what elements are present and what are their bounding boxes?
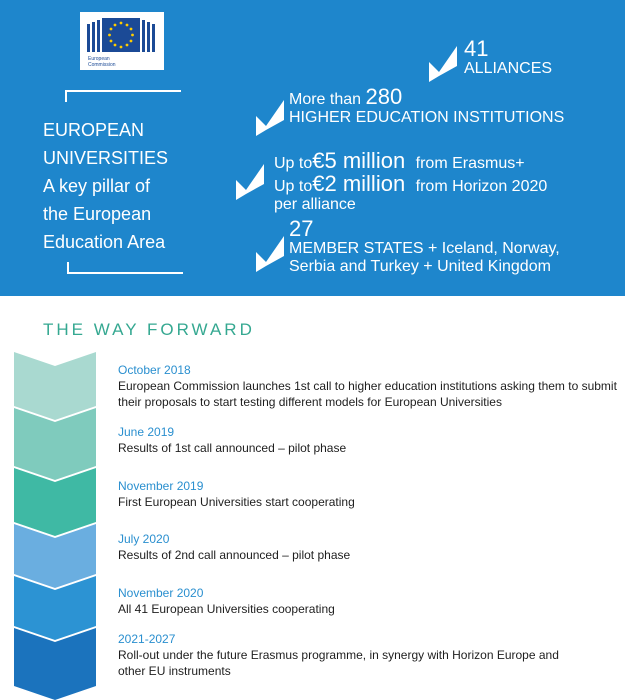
institutions-label: HIGHER EDUCATION INSTITUTIONS bbox=[289, 109, 565, 126]
chevron-1 bbox=[14, 352, 96, 420]
timeline-date-2: June 2019 bbox=[118, 425, 175, 439]
funding-amount-1: €5 million bbox=[312, 148, 406, 173]
stat-member-states bbox=[289, 218, 560, 276]
timeline-desc-6: Roll-out under the future Erasmus programme, in synergy with Horizon Europe and other EU instruments bbox=[118, 648, 559, 678]
timeline-date-6: 2021-2027 bbox=[118, 632, 176, 646]
timeline-chevrons bbox=[14, 352, 96, 700]
logo-label bbox=[88, 57, 128, 68]
timeline-desc-2: Results of 1st call announced – pilot phase bbox=[118, 441, 347, 455]
funding-source-2: from Horizon 2020 bbox=[415, 178, 548, 195]
institutions-prefix: More than bbox=[289, 91, 362, 108]
title-line-4: the European bbox=[43, 204, 152, 224]
title-line-3: A key pillar of bbox=[43, 176, 151, 196]
logo-label-line2: Commission bbox=[88, 61, 116, 68]
timeline-desc-1: European Commission launches 1st call to higher education institutions asking them to submit their proposals to start testing different models for European Universities bbox=[118, 379, 617, 409]
title-line-2: UNIVERSITIES bbox=[43, 148, 169, 168]
bracket-top-divider bbox=[65, 90, 181, 102]
funding-suffix: per alliance bbox=[274, 196, 356, 213]
timeline-date-5: November 2020 bbox=[118, 586, 204, 600]
funding-amount-2: €2 million bbox=[312, 171, 406, 196]
alliances-label: ALLIANCES bbox=[464, 60, 553, 77]
arrow-up-right-icon bbox=[252, 232, 288, 276]
funding-prefix-2: Up to bbox=[274, 178, 313, 195]
arrow-up-right-icon bbox=[232, 160, 268, 204]
title-line-5: Education Area bbox=[43, 232, 166, 252]
funding-source-1: from Erasmus+ bbox=[415, 155, 525, 172]
header-banner bbox=[0, 0, 625, 296]
funding-prefix-1: Up to bbox=[274, 155, 313, 172]
section-heading-way-forward: THE WAY FORWARD bbox=[43, 320, 255, 339]
arrow-up-right-icon bbox=[425, 42, 461, 86]
title-line-1: EUROPEAN bbox=[43, 120, 145, 140]
logo-label-line1: European bbox=[88, 56, 110, 62]
timeline-desc-4: Results of 2nd call announced – pilot phase bbox=[118, 548, 351, 562]
timeline-date-1: October 2018 bbox=[118, 363, 191, 377]
page-title bbox=[43, 116, 168, 256]
timeline-date-4: July 2020 bbox=[118, 532, 170, 546]
members-line-2: Serbia and Turkey + United Kingdom bbox=[289, 258, 551, 275]
timeline-date-3: November 2019 bbox=[118, 479, 204, 493]
timeline-desc-5: All 41 European Universities cooperating bbox=[118, 602, 335, 616]
stat-institutions bbox=[289, 86, 564, 127]
members-number: 27 bbox=[289, 216, 314, 241]
stat-funding bbox=[274, 150, 547, 214]
members-line-1: MEMBER STATES + Iceland, Norway, bbox=[289, 240, 560, 257]
institutions-number: 280 bbox=[365, 84, 403, 109]
alliances-number: 41 bbox=[464, 36, 489, 61]
timeline-desc-3: First European Universities start cooperating bbox=[118, 495, 355, 509]
stat-alliances bbox=[464, 38, 552, 78]
arrow-up-right-icon bbox=[252, 96, 288, 140]
bracket-bottom-divider bbox=[67, 262, 183, 274]
european-commission-logo bbox=[80, 12, 164, 70]
